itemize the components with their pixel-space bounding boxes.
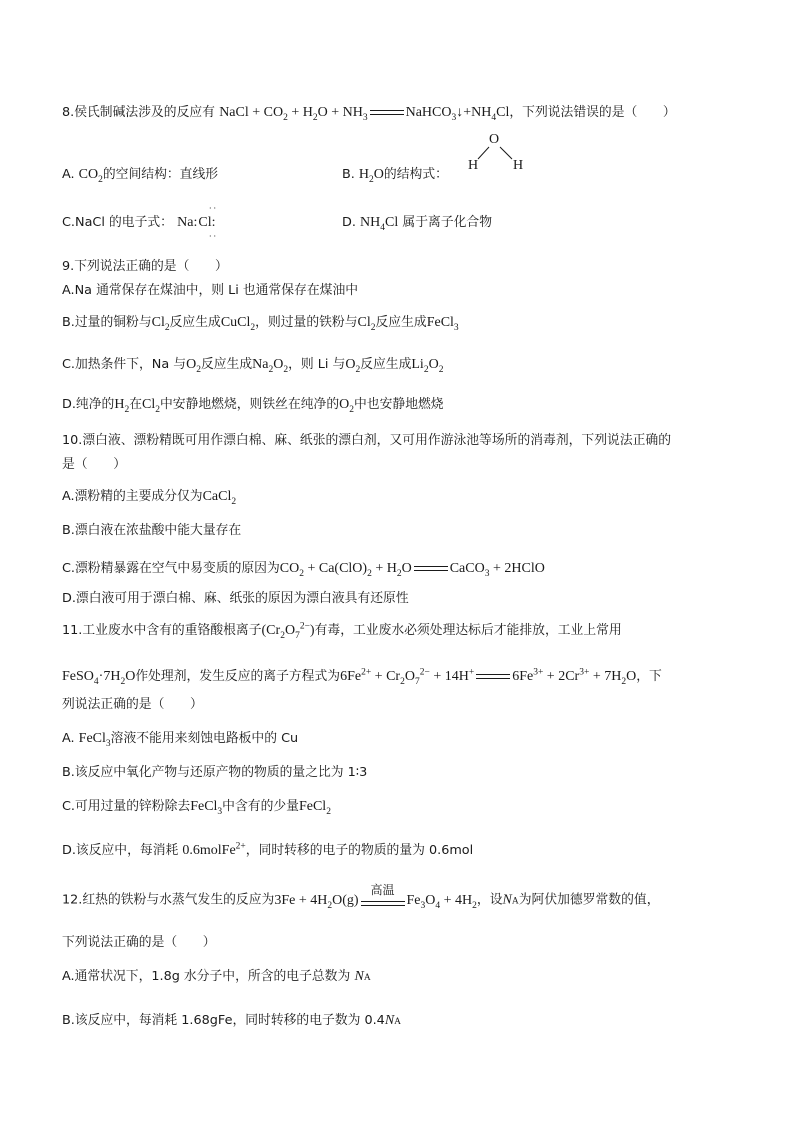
q9-option-b: B.过量的铜粉与$Cl_2$反应生成CuCl$_2$，则过量的铁粉与$Cl_2$反应生成FeCl$_3$: [62, 315, 459, 333]
q10-stem-2: 是（ ）: [62, 457, 126, 472]
water-bonds: [472, 144, 524, 162]
q8-option-a: A. $CO_2$的空间结构：直线形: [62, 167, 219, 185]
q11-option-d: D.该反应中，每消耗 0.6molFe$^{2+}$，同时转移的电子的物质的量为 0.6mol: [62, 841, 474, 858]
q8-equation: NaCl + $CO_2 + H_2O + NH_3$ $NaHCO_3↓+NH_4Cl$: [219, 105, 510, 123]
q10-stem-1: 10.漂白液、漂粉精既可用作漂白棉、麻、纸张的漂白剂，又可用作游泳池等场所的消毒剂，下列说法正确的: [62, 433, 672, 448]
q11-option-a: A. FeCl$_3$溶液不能用来刻蚀电路板中的 Cu: [62, 731, 299, 749]
q11-stem-2: $FeSO_4\cdot 7H_2O$作处理剂，发生反应的离子方程式为$6Fe^{2+} + Cr_2O_7^{2-} + 14H^+$ $6Fe^{3+} + 2Cr^{3+} + 7H_2O$，下: [62, 667, 662, 687]
q10-option-d: D.漂白液可用于漂白棉、麻、纸张的原因为漂白液具有还原性: [62, 591, 409, 606]
q10-option-b: B.漂白液在浓盐酸中能大量存在: [62, 523, 242, 538]
q8-stem: 8.侯氏制碱法涉及的反应有 NaCl + $CO_2 + H_2O + NH_3$ $NaHCO_3↓+NH_4Cl$，下列说法错误的是（ ）: [62, 105, 676, 123]
reaction-condition: 高温: [359, 890, 407, 910]
q12-option-b: B.该反应中，每消耗 1.68gFe，同时转移的电子数为 0.4NA: [62, 1013, 402, 1028]
q12-stem-1: 12.红热的铁粉与水蒸气发生的反应为$3Fe + 4H_2O(g)$ 高温 $Fe_3O_4 + 4H_2$，设NA为阿伏加德罗常数的值，: [62, 883, 660, 911]
ec-dots-bottom: ··: [209, 232, 219, 241]
q12-option-a: A.通常状况下，1.8g 水分子中，所含的电子总数为 NA: [62, 969, 371, 984]
q8-option-c: C.NaCl 的电子式： Na:Cl:: [62, 215, 216, 230]
q10-option-a: A.漂粉精的主要成分仅为CaCl$_2$: [62, 489, 237, 507]
q11-stem-3: 列说法正确的是（ ）: [62, 697, 203, 712]
q9-stem: 9.下列说法正确的是（ ）: [62, 259, 228, 274]
q9-option-d: D.纯净的$H_2$在$Cl_2$中安静地燃烧，则铁丝在纯净的$O_2$中也安静地燃烧: [62, 397, 444, 415]
q8-option-b: B. $H_2O$的结构式：: [342, 167, 448, 185]
q11-option-b: B.该反应中氧化产物与还原产物的物质的量之比为 1∶3: [62, 765, 368, 780]
q9-option-a: A.Na 通常保存在煤油中，则 Li 也通常保存在煤油中: [62, 283, 359, 298]
electron-formula: Na:Cl:: [177, 215, 216, 230]
q8-option-d: D. $NH_4Cl$ 属于离子化合物: [342, 215, 492, 233]
q9-option-c: C.加热条件下，Na 与$O_2$反应生成$Na_2O_2$，则 Li 与$O_2$反应生成$Li_2O_2$: [62, 357, 444, 375]
q10-option-c: C.漂粉精暴露在空气中易变质的原因为$CO_2 + Ca(ClO)_2 + H_2O$ CaCO$_3$ + 2HClO: [62, 561, 545, 579]
q11-option-c: C.可用过量的锌粉除去FeCl$_3$中含有的少量FeCl$_2$: [62, 799, 331, 817]
ec-dots-top: ··: [209, 204, 219, 213]
q11-stem-1: 11.工业废水中含有的重铬酸根离子$(Cr_2O_7^{2-})$有毒，工业废水必须处理达标后才能排放，工业上常用: [62, 621, 622, 641]
q12-stem-2: 下列说法正确的是（ ）: [62, 935, 216, 950]
